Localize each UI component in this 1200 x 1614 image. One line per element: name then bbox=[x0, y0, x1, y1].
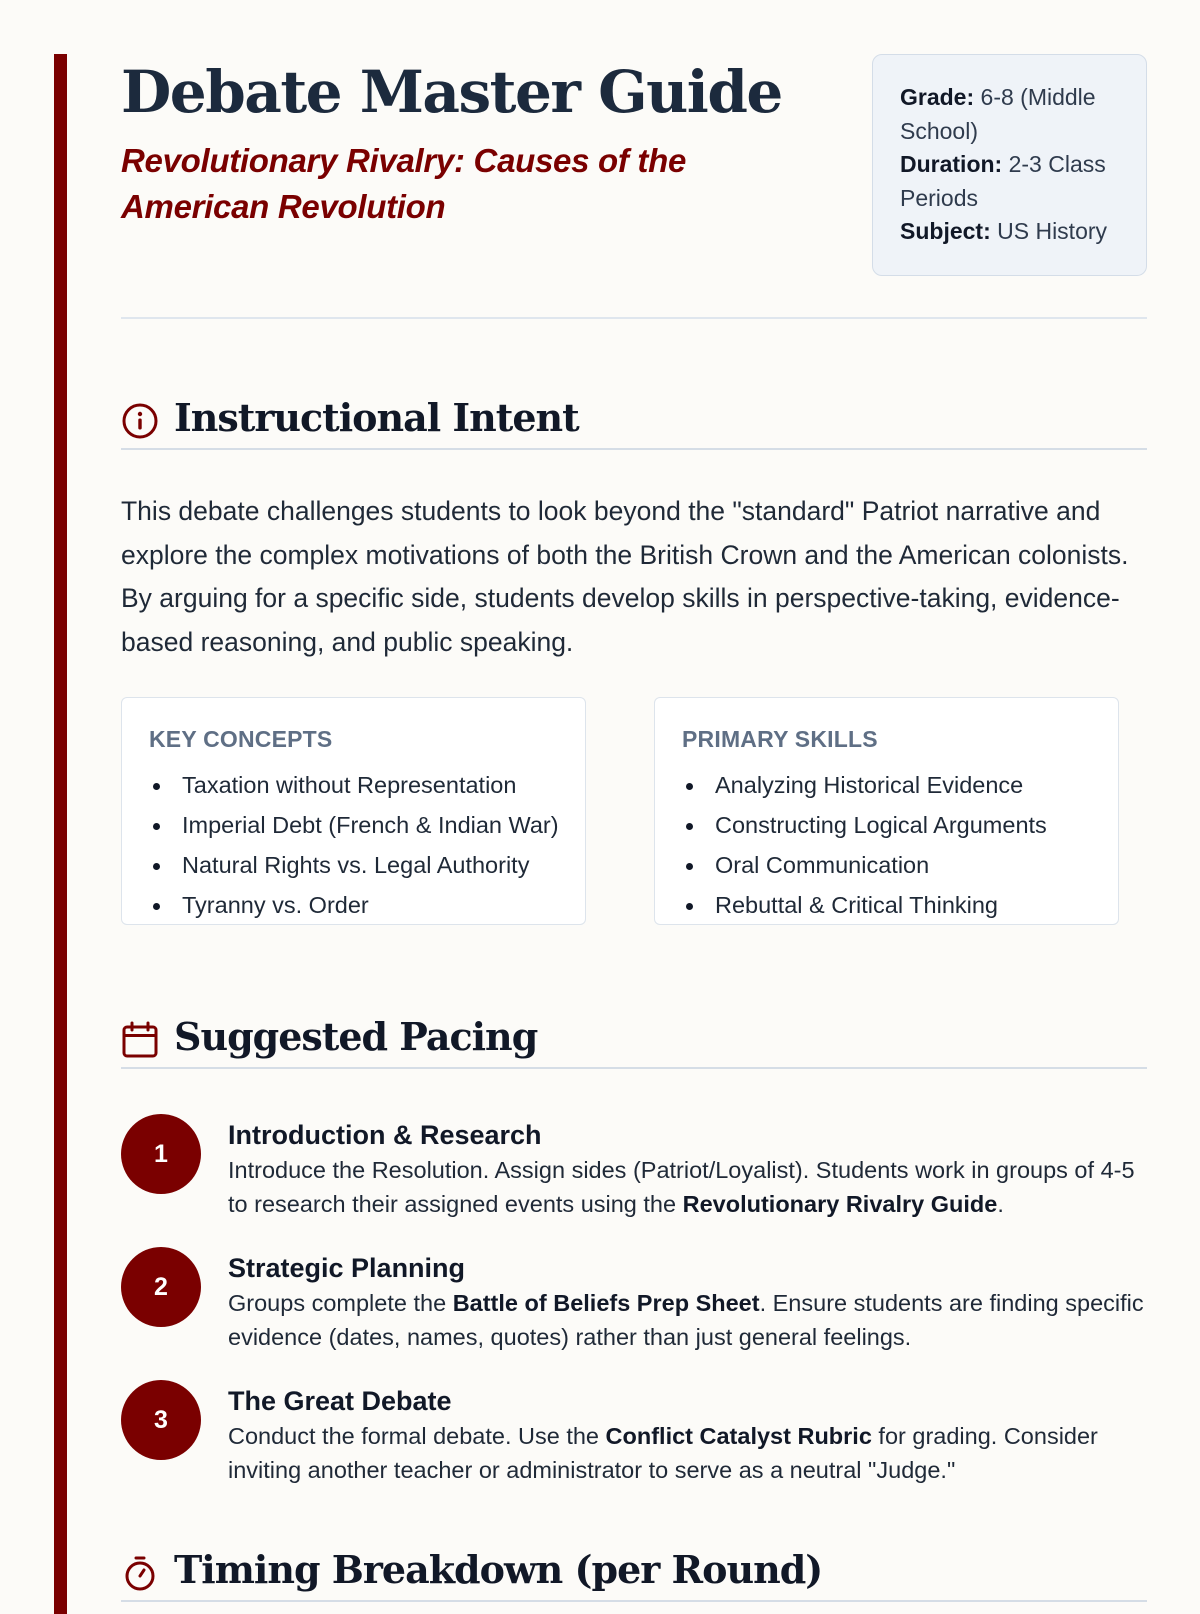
section-header-suggested-pacing bbox=[121, 1007, 1147, 1069]
page-title: Debate Master Guide bbox=[121, 58, 782, 126]
calendar-icon bbox=[121, 1021, 159, 1059]
header-divider bbox=[121, 317, 1147, 319]
step-text: for grading. Consider inviting another teacher or administrator to serve as a neutral "Judge." bbox=[228, 1423, 1098, 1483]
section-header-timing-breakdown bbox=[121, 1540, 1147, 1602]
resource-name: Revolutionary Rivalry Guide bbox=[682, 1190, 998, 1217]
meta-subject bbox=[900, 215, 1128, 249]
card-label: PRIMARY SKILLS bbox=[682, 726, 878, 752]
list-item: Constructing Logical Arguments bbox=[715, 805, 1118, 845]
list-item: Analyzing Historical Evidence bbox=[715, 765, 1118, 805]
step-text: . bbox=[997, 1190, 1004, 1217]
meta-grade-value: 6-8 (Middle School) bbox=[900, 84, 1096, 144]
info-circle-icon bbox=[121, 402, 159, 440]
step-text: Conduct the formal debate. Use the bbox=[228, 1423, 606, 1449]
meta-grade-label: Grade: bbox=[900, 84, 975, 110]
step-text: . Ensure students are finding specific evidence (dates, names, quotes) rather than just general feelings. bbox=[228, 1290, 1144, 1350]
primary-skills-list bbox=[682, 765, 1118, 925]
card-label: KEY CONCEPTS bbox=[149, 726, 333, 752]
key-concepts-list bbox=[149, 765, 585, 925]
lesson-meta-card bbox=[872, 54, 1147, 276]
meta-grade bbox=[900, 81, 1128, 148]
intent-paragraph: This debate challenges students to look beyond the "standard" Patriot narrative and explore the complex motivations of both the British Crown and the American colonists. By arguing for a specific side, students develop skills in perspective-taking, evidence-based reasoning, and public speaking. bbox=[121, 496, 1129, 657]
section-header-instructional-intent bbox=[121, 388, 1147, 450]
list-item: Rebuttal & Critical Thinking bbox=[715, 885, 1118, 925]
list-item: Oral Communication bbox=[715, 845, 1118, 885]
accent-bar bbox=[54, 54, 67, 1614]
section-title: Suggested Pacing bbox=[174, 1014, 538, 1059]
section-title: Timing Breakdown (per Round) bbox=[174, 1547, 823, 1592]
primary-skills-card bbox=[654, 697, 1119, 925]
section-title: Instructional Intent bbox=[174, 395, 579, 440]
step-title: Strategic Planning bbox=[228, 1253, 466, 1283]
document-page bbox=[121, 54, 1147, 1592]
step-text: Introduce the Resolution. Assign sides (Patriot/Loyalist). Students work in groups of 4-5 to research their assigned events using the bbox=[228, 1157, 1135, 1217]
meta-duration-value: 2-3 Class Periods bbox=[900, 151, 1106, 211]
step-description bbox=[228, 1420, 1148, 1487]
key-concepts-card bbox=[121, 697, 586, 925]
step-description bbox=[228, 1287, 1148, 1354]
meta-duration bbox=[900, 148, 1128, 215]
resource-name: Conflict Catalyst Rubric bbox=[605, 1423, 872, 1449]
step-number-badge: 2 bbox=[121, 1247, 201, 1327]
step-title: The Great Debate bbox=[228, 1386, 452, 1416]
step-number-badge: 3 bbox=[121, 1380, 201, 1460]
list-item: Natural Rights vs. Legal Authority bbox=[182, 845, 585, 885]
page-subtitle: Revolutionary Rivalry: Causes of the American Revolution bbox=[121, 142, 687, 225]
list-item: Tyranny vs. Order bbox=[182, 885, 585, 925]
step-number-badge: 1 bbox=[121, 1114, 201, 1194]
stopwatch-icon bbox=[121, 1554, 159, 1592]
meta-duration-label: Duration: bbox=[900, 151, 1003, 177]
step-description bbox=[228, 1154, 1148, 1221]
meta-subject-value: US History bbox=[997, 218, 1108, 244]
resource-name: Battle of Beliefs Prep Sheet bbox=[452, 1290, 760, 1316]
page-header bbox=[121, 54, 1147, 318]
meta-subject-label: Subject: bbox=[900, 218, 991, 244]
list-item: Taxation without Representation bbox=[182, 765, 585, 805]
step-text: Groups complete the bbox=[228, 1290, 453, 1316]
step-title: Introduction & Research bbox=[228, 1120, 542, 1150]
list-item: Imperial Debt (French & Indian War) bbox=[182, 805, 585, 845]
